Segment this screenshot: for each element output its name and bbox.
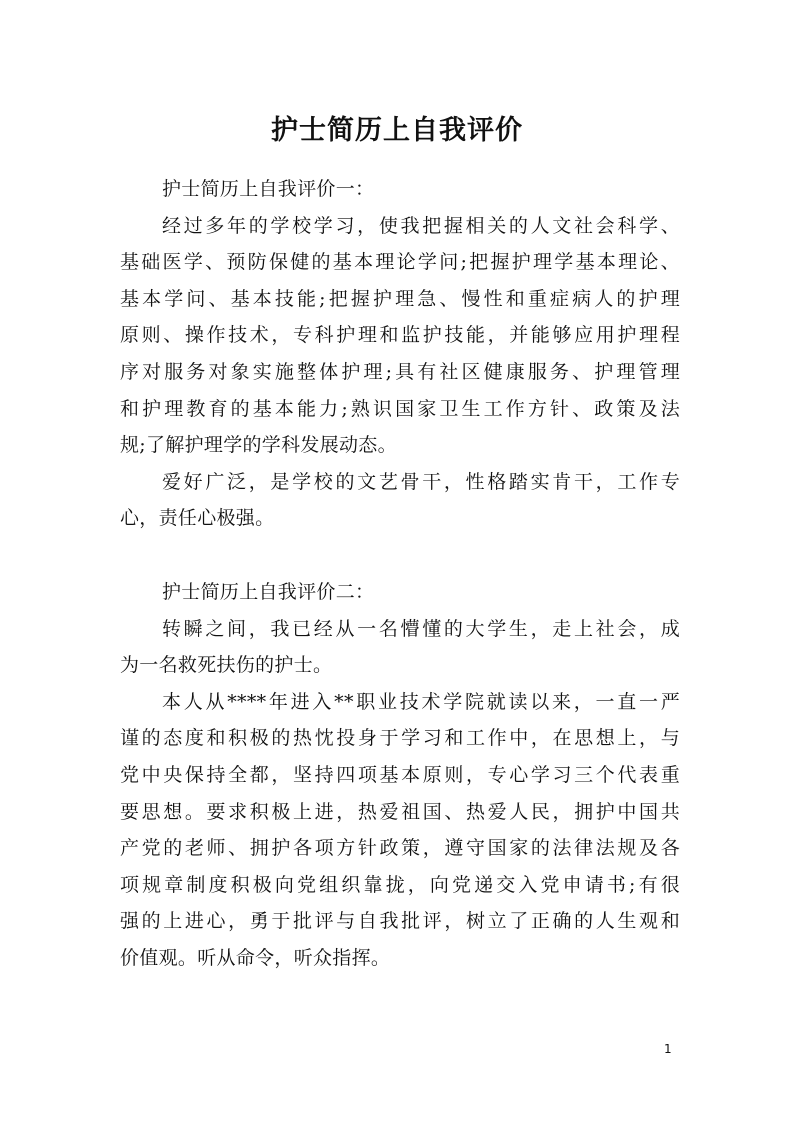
paragraph-line: 经过多年的学校学习，使我把握相关的人文社会科学、 [162, 214, 680, 237]
paragraph-line: 谨的态度和积极的热忱投身于学习和工作中，在思想上，与 [120, 727, 680, 750]
paragraph-line: 规;了解护理学的学科发展动态。 [120, 434, 397, 457]
paragraph-line: 序对服务对象实施整体护理;具有社区健康服务、护理管理 [120, 360, 680, 383]
paragraph-line: 心，责任心极强。 [120, 507, 275, 530]
paragraph-line: 产党的老师、拥护各项方针政策，遵守国家的法律法规及各 [120, 837, 680, 860]
paragraph-line: 本人从****年进入**职业技术学院就读以来，一直一严 [162, 690, 680, 713]
paragraph-line: 基本学问、基本技能;把握护理急、慢性和重症病人的护理 [120, 287, 680, 310]
paragraph-line: 和护理教育的基本能力;熟识国家卫生工作方针、政策及法 [120, 397, 680, 420]
document-title: 护士简历上自我评价 [271, 115, 523, 146]
paragraph-line: 强的上进心，勇于批评与自我批评，树立了正确的人生观和 [120, 910, 680, 933]
paragraph-line: 转瞬之间，我已经从一名懵懂的大学生，走上社会，成 [162, 617, 680, 640]
paragraph-line: 党中央保持全都，坚持四项基本原则，专心学习三个代表重 [120, 763, 680, 786]
paragraph-line: 爱好广泛，是学校的文艺骨干，性格踏实肯干，工作专 [162, 470, 680, 493]
paragraph-line: 原则、操作技术，专科护理和监护技能，并能够应用护理程 [120, 324, 680, 347]
document-body [120, 171, 680, 976]
section-heading-2: 护士简历上自我评价二： [162, 580, 375, 603]
paragraph-gap [120, 537, 680, 574]
page-number: 1 [664, 1042, 672, 1056]
paragraph-line: 要思想。要求积极上进，热爱祖国、热爱人民，拥护中国共 [120, 800, 680, 823]
paragraph-line: 为一名救死扶伤的护士。 [120, 654, 333, 677]
paragraph-line: 项规章制度积极向党组织靠拢，向党递交入党申请书;有很 [120, 873, 680, 896]
section-heading-1: 护士简历上自我评价一： [162, 178, 375, 200]
paragraph-line: 基础医学、预防保健的基本理论学问;把握护理学基本理论、 [120, 251, 680, 274]
paragraph-line: 价值观。听从命令，听众指挥。 [120, 946, 391, 969]
